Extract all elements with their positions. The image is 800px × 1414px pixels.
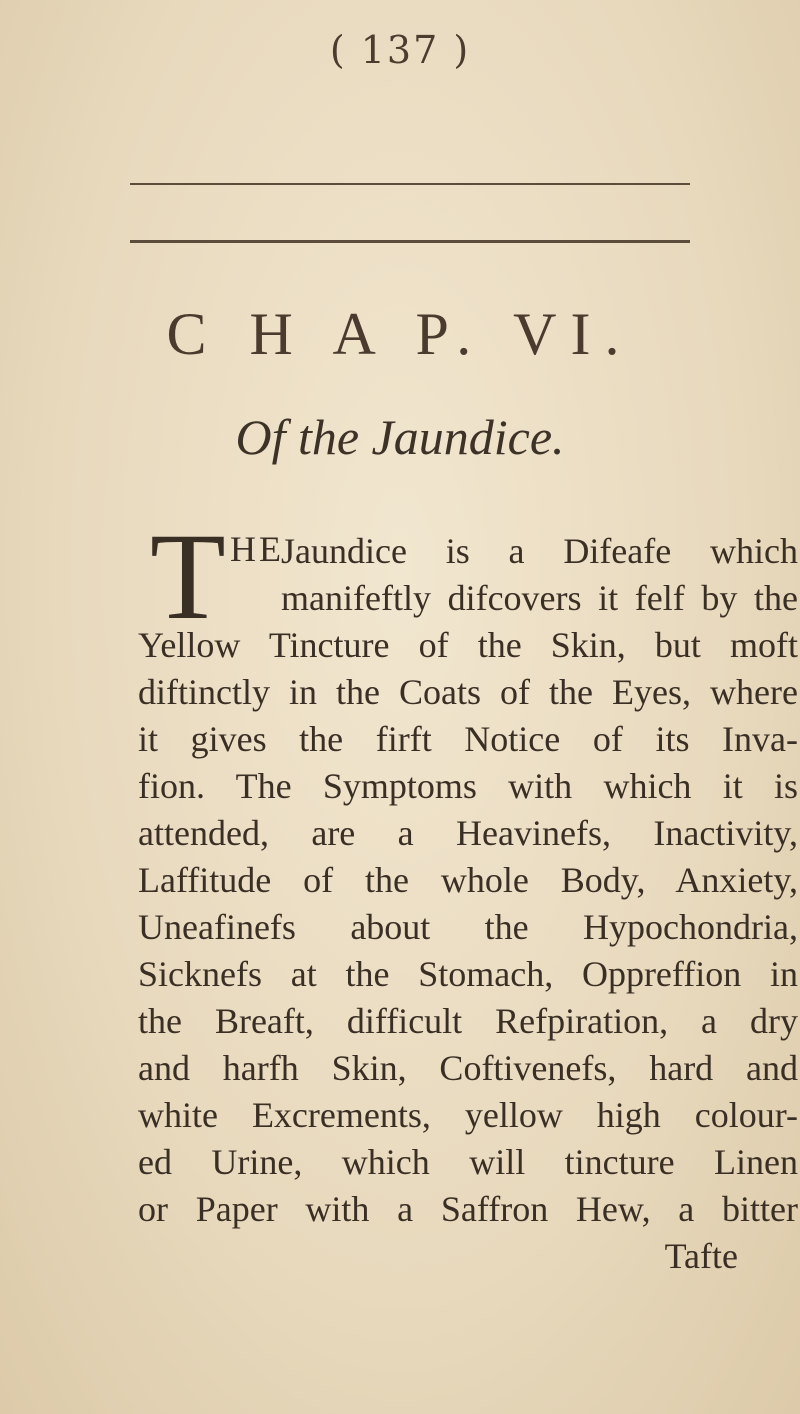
text-line: and harfh Skin, Coftivenefs, hard and	[138, 1048, 798, 1088]
text-line: Uneafinefs about the Hypochondria,	[138, 907, 798, 947]
text-line: Yellow Tincture of the Skin, but moft	[138, 625, 798, 665]
text-line: the Breaft, difficult Refpiration, a dry	[138, 1001, 798, 1041]
text-line: attended, are a Heavinefs, Inactivity,	[138, 813, 798, 853]
header-rule-thick	[130, 240, 690, 243]
lead-word: HE	[230, 529, 284, 569]
text-line: manifeftly difcovers it felf by the	[281, 578, 798, 618]
header-rule-thin	[130, 183, 690, 185]
body-paragraph	[138, 528, 798, 1280]
page-number: ( 137 )	[329, 28, 471, 72]
catchword: Tafte	[664, 1236, 738, 1276]
text-line: diftinctly in the Coats of the Eyes, where	[138, 672, 798, 712]
text-line: or Paper with a Saffron Hew, a bitter	[138, 1189, 798, 1229]
text-line: fion. The Symptoms with which it is	[138, 766, 798, 806]
chapter-heading: C H A P. VI.	[166, 301, 634, 367]
text-line: white Excrements, yellow high colour-	[138, 1095, 798, 1135]
chapter-subtitle: Of the Jaundice.	[235, 409, 565, 465]
text-line: Sicknefs at the Stomach, Oppreffion in	[138, 954, 798, 994]
drop-cap-letter: T	[150, 508, 226, 645]
text-line: Jaundice is a Difeafe which	[281, 531, 798, 571]
text-line: ed Urine, which will tincture Linen	[138, 1142, 798, 1182]
text-line: Laffitude of the whole Body, Anxiety,	[138, 860, 798, 900]
text-line: it gives the firft Notice of its Inva-	[138, 719, 798, 759]
